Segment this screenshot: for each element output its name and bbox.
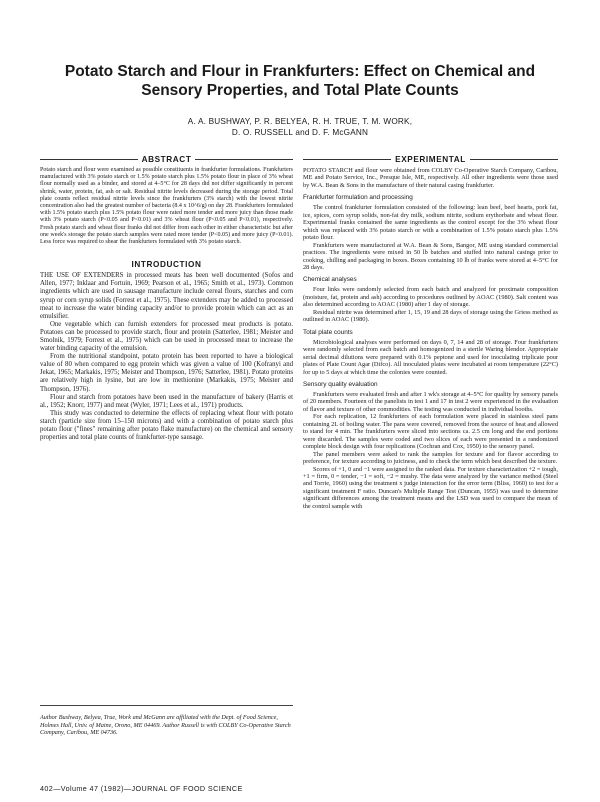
intro-paragraph-4: Flour and starch from potatoes have been used in the manufacture of bakery (Harris et al., 1952; Knorr, 1977) and meat (Wyler, 1971; Lees et al., 1971) products. bbox=[40, 393, 293, 409]
experimental-rule-right bbox=[470, 159, 558, 160]
subhead-chemical: Chemical analyses bbox=[303, 276, 357, 284]
abstract-heading: ABSTRACT bbox=[141, 155, 192, 164]
right-column bbox=[303, 155, 558, 775]
left-column bbox=[40, 155, 293, 775]
abstract-heading-row bbox=[40, 155, 293, 164]
authors-line-2: D. O. RUSSELL and D. F. McGANN bbox=[231, 128, 369, 137]
subhead-plate-counts: Total plate counts bbox=[303, 328, 353, 336]
paper-title: Potato Starch and Flour in Frankfurters: Effect on Chemical and Sensory Properties, and Total Plate Counts bbox=[64, 63, 536, 99]
intro-paragraph-5: This study was conducted to determine the effects of replacing wheat flour with potato starch (particle size from 15–150 microns) and with a combination of potato starch plus potato flour ("fines" remaining after potato flake manufacture) on the chemical and sensory properties and total plate counts of frankfurter-type sausage. bbox=[40, 409, 293, 442]
experimental-heading-row bbox=[303, 155, 558, 164]
intro-paragraph-1: THE USE OF EXTENDERS in processed meats has been well documented (Sofos and Allen, 1977; Inklaar and Fortuin, 1969; Pearson et al., 1965; Smith et al., 1973). Common ingredients which are used in sausage manufacture include cereal flours, starches and corn syrup or corn syrup solids (Forrest et al., 1975). These extenders may be added to processed meat to increase the water binding capacity and/or to provide protein which can act as an emulsifier. bbox=[40, 272, 293, 320]
intro-paragraph-2: One vegetable which can furnish extenders for processed meat products is potato. Potatoes can be processed to provide starch, flour and protein (Satterlee, 1981; Meister and Smolnik, 1979; Forrest et al., 1975) which can be used in processed meat to increase the water binding capacity of the emulsion. bbox=[40, 320, 293, 353]
introduction-heading-row bbox=[40, 260, 293, 269]
subhead-sensory: Sensory quality evaluation bbox=[303, 380, 378, 388]
sensory-paragraph-1: Frankfurters were evaluated fresh and after 1 wk's storage at 4–5°C for quality by sensory panels of 20 members. Fourteen of the panelists in test 1 and 17 in test 2 were experienced in the evaluation of flavor and texture of other commodities. The testing was conducted in individual booths. bbox=[303, 390, 558, 413]
intro-paragraph-3: From the nutritional standpoint, potato protein has been reported to have a biological value of 80 when compared to egg protein which was given a value of 100 (Kofranyi and Jekat, 1965; Markakis, 1975; Meister and Thompson, 1976; Satterlee, 1981). Potato proteins are relatively high in lysine, but are low in methionine (Markakis, 1975; Meister and Thompson, 1976). bbox=[40, 353, 293, 393]
abstract-rule-right bbox=[195, 159, 293, 160]
footnote-text: Author Bushway, Belyea, True, Work and McGann are affiliated with the Dept. of Food Science, Holmes Hall, Univ. of Maine, Orono, ME 04469. Author Russell is with COLBY Co-Operative Starch Company, Caribou, ME 04736. bbox=[40, 714, 291, 736]
formulation-paragraph-1: The control frankfurter formulation consisted of the following: lean beef, beef hearts, pork fat, ice, spices, corn syrup solids, non-fat dry milk, sodium nitrite, sodium erythorbate and wheat flour. Experimental franks contained the same ingredients as the control except for the 3% wheat flour which was replaced with 3% potato starch or with a combination of 1.5% potato starch plus 1.5% potato flour. bbox=[303, 204, 558, 242]
experimental-heading: EXPERIMENTAL bbox=[395, 155, 466, 164]
experimental-rule-left bbox=[303, 159, 391, 160]
formulation-paragraph-2: Frankfurters were manufactured at W.A. Bean & Sons, Bangor, ME using standard commercial practices. The ingredients were mixed in 50 lb batches and stuffed into natural casings prior to cooking, chilling and packaging in boxes. Boxes containing 10 lb of franks were stored at 4–5°C for 28 days. bbox=[303, 241, 558, 271]
plate-counts-paragraph: Microbiological analyses were performed on days 0, 7, 14 and 28 of storage. Four frankfurters were randomly selected from each batch and homogenized in a sterile Waring blendor. Appropriate serial decimal dilutions were prepared with 0.1% peptone and used for inoculating triplicate pour plates of Plate Count Agar (Difco). All inoculated plates were incubated at room temperature (22°C) for up to 5 days at which time the colonies were counted. bbox=[303, 338, 558, 376]
introduction-section bbox=[40, 272, 293, 442]
sensory-paragraph-3: The panel members were asked to rank the samples for texture and for flavor according to preference, for texture according to juiciness, and to check the term which best described the texture. bbox=[303, 450, 558, 466]
abstract-section bbox=[40, 167, 293, 246]
experimental-intro: POTATO STARCH and flour were obtained from COLBY Co-Operative Starch Company, Caribou, ME and Potato Service, Inc., Presque Isle, ME, respectively. All other ingredients were those used by W.A. Bean & Sons in the manufacture of their natural casing frankfurter. bbox=[303, 167, 558, 189]
journal-footer: 402—Volume 47 (1982)—JOURNAL OF FOOD SCIENCE bbox=[40, 784, 243, 793]
author-list bbox=[60, 116, 540, 138]
abstract-rule-left bbox=[40, 159, 138, 160]
sensory-paragraph-2: For each replication, 12 frankfurters of each formulation were placed in stainless steel pans containing 2L of boiling water. The pans were covered, removed from the source of heat and allowed to stand for 4 min. The frankfurters were sliced into sections ca. 2.5 cm long and the end portions were discarded. The samples were coded and two slices of each were presented in a randomized complete block design with four replications (Cochran and Cox, 1950) to the sensory panel. bbox=[303, 413, 558, 451]
introduction-heading: INTRODUCTION bbox=[131, 260, 202, 270]
affiliation-footnote bbox=[40, 705, 293, 737]
sensory-paragraph-4: Scores of +1, 0 and −1 were assigned to the ranked data. For texture characterization +2 = tough, +1 = firm, 0 = tender, −1 = soft, −2 = mushy. The data were analyzed by the variance method (Steel and Torrie, 1960) using the treatment x judge interaction for the error term (Bliss, 1960) to test for a significant treatment F ratio. Duncan's Multiple Range Test (Duncan, 1955) was used to determine significant differences among the treatment means and the LSD was used to compare the mean of the control sample with bbox=[303, 465, 558, 510]
chemical-paragraph-2: Residual nitrite was determined after 1, 15, 19 and 28 days of storage using the Griess method as outlined in AOAC (1980). bbox=[303, 308, 558, 324]
experimental-section bbox=[303, 167, 558, 510]
chemical-paragraph-1: Four links were randomly selected from each batch and analyzed for proximate composition (moisture, fat, protein and ash) according to procedures outlined by AOAC (1980). Salt content was also determined according to AOAC (1980) after 1 day of storage. bbox=[303, 286, 558, 309]
subhead-formulation: Frankfurter formulation and processing bbox=[303, 194, 413, 202]
authors-line-1: A. A. BUSHWAY, P. R. BELYEA, R. H. TRUE, T. M. WORK, bbox=[187, 117, 413, 126]
abstract-text: Potato starch and flour were examined as possible constituents in frankfurter formulations. Frankfurters manufactured with 3% potato starch or 1.5% potato starch plus 1.5% potato flour in place of 3% wheat flour normally used as a binder, and stored at 4–5°C for 28 days did not differ significantly in percent shrink, water, protein, fat, ash or salt. Residual nitrite levels decreased during the storage period. Total plate counts reflect residual nitrite levels since the frankfurters (3% starch) with the lowest nitrite concentration also had the greatest number of bacteria (8.4 x 10^6/g) on day 28. Frankfurters formulated with 1.5% potato starch plus 1.5% potato flour were rated more tender and more juicy than those made with 3% potato starch (P<0.05 and P<0.01) and 3% wheat flour (P<0.05 and P<0.01), respectively. Fresh potato starch and wheat flour franks did not differ from each other in either characteristic but after one week's storage the potato starch samples were rated more tender (P<0.05) and more juicy (P<0.01). Less force was required to shear the frankfurters formulated with 3% potato starch. bbox=[40, 167, 293, 246]
